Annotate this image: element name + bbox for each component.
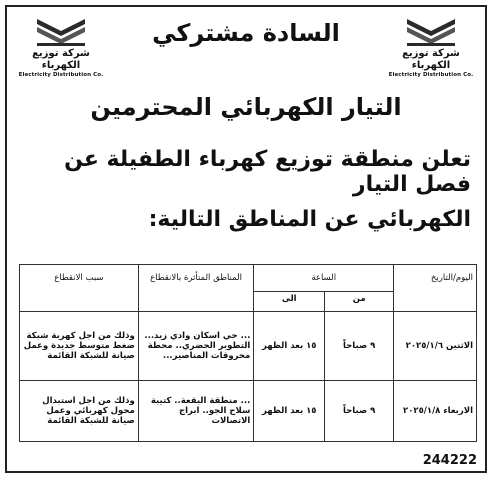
logo-arabic-name: شركة توزيع الكهرباء <box>402 48 460 71</box>
cell-areas: ... منطقة البقعة.. كتيبة سلاح الجو.. ابراج الاتصالات <box>138 381 254 442</box>
cell-from: ٩ صباحاً <box>325 312 394 381</box>
cell-date: الاثنين ٢٠٢٥/١/٦ <box>394 312 477 381</box>
header-time: الساعة <box>254 265 394 292</box>
heading-line-4: الكهربائي عن المناطق التالية: <box>148 207 471 232</box>
header-from: من <box>325 292 394 312</box>
announcement-frame <box>5 5 487 473</box>
table-row <box>20 312 477 381</box>
logo-english-name: Electricity Distribution Co. <box>18 72 104 78</box>
cell-date: الاربعاء ٢٠٢٥/١/٨ <box>394 381 477 442</box>
cell-reason: وذلك من اجل كهربة شبكة ضغط متوسط جديدة وعمل صيانة للشبكة القائمة <box>20 312 139 381</box>
cell-from: ٩ صباحاً <box>325 381 394 442</box>
cell-to: ١٥ بعد الظهر <box>254 381 325 442</box>
header-areas: المناطق المتأثرة بالانقطاع <box>138 265 254 312</box>
heading-line-2: التيار الكهربائي المحترمين <box>90 93 402 121</box>
header-date: اليوم/التاريخ <box>394 265 477 312</box>
outage-schedule-table <box>19 264 477 442</box>
cell-reason: وذلك من اجل استبدال محول كهربائي وعمل صيانة للشبكة القائمة <box>20 381 139 442</box>
heading-line-3: تعلن منطقة توزيع كهرباء الطفيلة عن فصل التيار <box>64 147 471 197</box>
logo-english-name: Electricity Distribution Co. <box>388 72 474 78</box>
cell-to: ١٥ بعد الظهر <box>254 312 325 381</box>
reference-number: 244222 <box>422 453 477 468</box>
table-header-row <box>20 265 477 292</box>
table-row <box>20 381 477 442</box>
heading-line-1: السادة مشتركي <box>152 19 340 47</box>
header-to: الى <box>254 292 325 312</box>
cell-areas: ... حي اسكان وادي زيد... التطوير الحضري.. محطة محروقات المناصير... <box>138 312 254 381</box>
header-reason: سبب الانقطاع <box>20 265 139 312</box>
logo-arabic-name: شركة توزيع الكهرباء <box>32 48 90 71</box>
